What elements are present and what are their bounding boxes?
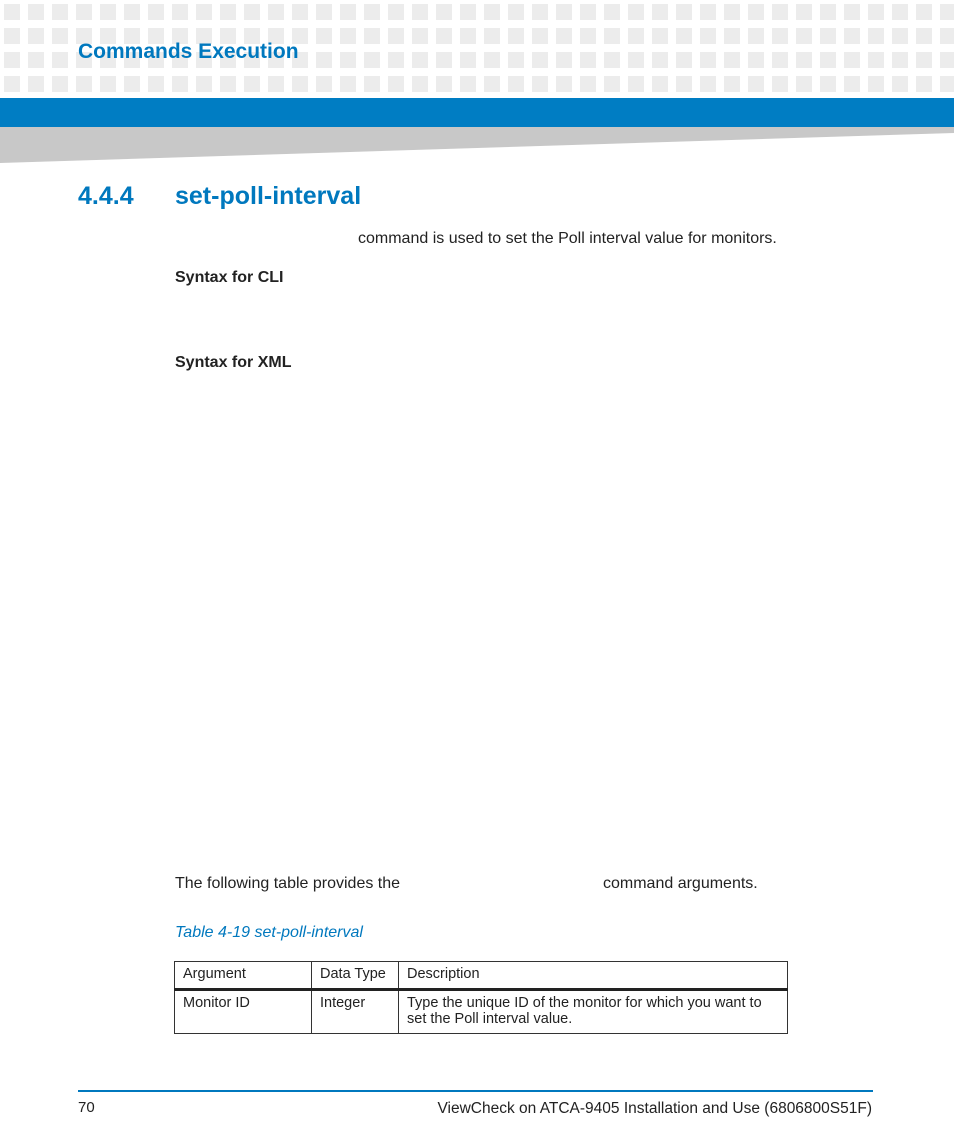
header-grey-wedge [0, 127, 954, 163]
header-tile [76, 76, 92, 92]
header-tile [604, 52, 620, 68]
header-tile [436, 28, 452, 44]
header-tile [604, 28, 620, 44]
header-tile [892, 52, 908, 68]
header-tile [28, 52, 44, 68]
header-tile [220, 4, 236, 20]
header-tile [52, 76, 68, 92]
header-tile [652, 4, 668, 20]
section-title: Commands Execution [78, 40, 299, 63]
syntax-cli-label: Syntax for CLI [175, 269, 284, 286]
header-tile [316, 28, 332, 44]
header-tile [124, 4, 140, 20]
table-cell-argument: Monitor ID [175, 990, 312, 1034]
header-tile [556, 52, 572, 68]
header-tile [700, 28, 716, 44]
header-tile [364, 28, 380, 44]
header-tile [820, 4, 836, 20]
header-tile [628, 28, 644, 44]
header-tile [676, 28, 692, 44]
header-tile [100, 76, 116, 92]
header-tile [700, 76, 716, 92]
header-tile [892, 28, 908, 44]
header-tile [556, 28, 572, 44]
header-tile [580, 28, 596, 44]
header-tile [844, 28, 860, 44]
header-tile [940, 4, 954, 20]
header-tile [724, 4, 740, 20]
header-tile [724, 52, 740, 68]
header-tile [196, 4, 212, 20]
header-tile [604, 4, 620, 20]
header-tile [412, 4, 428, 20]
header-tile [916, 52, 932, 68]
header-tile [532, 76, 548, 92]
header-tile [4, 52, 20, 68]
table-intro-after: command arguments. [603, 875, 758, 892]
header-tile [412, 28, 428, 44]
header-tile [748, 4, 764, 20]
header-tile [916, 76, 932, 92]
header-tile [28, 76, 44, 92]
header-tile [820, 28, 836, 44]
table-header-argument: Argument [175, 962, 312, 990]
header-tile [868, 52, 884, 68]
syntax-xml-label: Syntax for XML [175, 354, 292, 371]
header-tile [772, 28, 788, 44]
header-tile [844, 76, 860, 92]
header-tile [748, 76, 764, 92]
header-tile [172, 76, 188, 92]
header-tile [676, 4, 692, 20]
header-tile [148, 4, 164, 20]
table-intro-before: The following table provides the [175, 875, 401, 892]
header-tile [796, 28, 812, 44]
header-tile [76, 4, 92, 20]
header-tile [580, 52, 596, 68]
header-tile [724, 76, 740, 92]
header-tile [892, 76, 908, 92]
header-tile [628, 76, 644, 92]
header-tile [460, 52, 476, 68]
header-tile [268, 76, 284, 92]
header-tile [796, 4, 812, 20]
table-cell-data-type: Integer [312, 990, 399, 1034]
header-tile [508, 52, 524, 68]
header-tile [796, 76, 812, 92]
header-tile [940, 28, 954, 44]
header-tile [436, 52, 452, 68]
header-tile [868, 28, 884, 44]
header-tile [28, 4, 44, 20]
footer-rule [78, 1090, 873, 1092]
header-tile [28, 28, 44, 44]
header-tile [700, 52, 716, 68]
header-tile [268, 4, 284, 20]
header-tile [388, 76, 404, 92]
header-tile [4, 28, 20, 44]
header-tile [580, 4, 596, 20]
header-tile [484, 4, 500, 20]
header-tile [916, 4, 932, 20]
header-tile [412, 76, 428, 92]
header-tile [244, 4, 260, 20]
header-tile [484, 52, 500, 68]
header-tile [580, 76, 596, 92]
header-tile [796, 52, 812, 68]
header-tile [532, 52, 548, 68]
header-tile [244, 76, 260, 92]
header-tile [772, 76, 788, 92]
header-tile [628, 4, 644, 20]
table-caption: Table 4-19 set-poll-interval [175, 924, 363, 941]
page-number: 70 [78, 1099, 95, 1116]
header-tile [340, 52, 356, 68]
header-tile [388, 52, 404, 68]
header-tile [724, 28, 740, 44]
header-tile [508, 4, 524, 20]
header-tile [316, 4, 332, 20]
header-tile [340, 4, 356, 20]
header-tile [940, 52, 954, 68]
header-tile [916, 28, 932, 44]
header-tile [604, 76, 620, 92]
header-tile [892, 4, 908, 20]
header-tile [676, 52, 692, 68]
header-tile [52, 4, 68, 20]
header-tile [844, 52, 860, 68]
header-tile [436, 4, 452, 20]
table-row [175, 990, 788, 1034]
section-number: 4.4.4 [78, 182, 134, 210]
header-tile [412, 52, 428, 68]
header-tile [700, 4, 716, 20]
header-tile [460, 76, 476, 92]
header-tile [364, 4, 380, 20]
header-tile [460, 4, 476, 20]
header-tile [868, 76, 884, 92]
header-tile [772, 52, 788, 68]
header-tile [4, 76, 20, 92]
intro-text: command is used to set the Poll interval value for monitors. [358, 230, 777, 247]
header-tile [124, 76, 140, 92]
header-tile [388, 28, 404, 44]
section-heading-title: set-poll-interval [175, 182, 362, 210]
table-cell-description: Type the unique ID of the monitor for which you want to set the Poll interval value. [399, 990, 788, 1034]
table-header-row [175, 962, 788, 990]
header-tile [148, 76, 164, 92]
header-tile [4, 4, 20, 20]
header-tile [820, 76, 836, 92]
header-tile [292, 4, 308, 20]
table-header-data-type: Data Type [312, 962, 399, 990]
header-tile [484, 28, 500, 44]
header-tile [532, 4, 548, 20]
header-tile [940, 76, 954, 92]
header-tile [772, 4, 788, 20]
header-tile [676, 76, 692, 92]
header-tile [532, 28, 548, 44]
header-tile [100, 4, 116, 20]
header-tile [748, 28, 764, 44]
header-tile [556, 76, 572, 92]
header-tile [508, 28, 524, 44]
header-tile [748, 52, 764, 68]
arguments-table [174, 961, 788, 1034]
header-tile [52, 28, 68, 44]
header-tile [844, 4, 860, 20]
header-tile [556, 4, 572, 20]
header-tile [292, 76, 308, 92]
header-tile [340, 76, 356, 92]
header-tile [316, 76, 332, 92]
header-tile [196, 76, 212, 92]
header-tile [316, 52, 332, 68]
header-tile [220, 76, 236, 92]
header-tile [52, 52, 68, 68]
header-tile [628, 52, 644, 68]
table-header-description: Description [399, 962, 788, 990]
header-tile [460, 28, 476, 44]
document-title: ViewCheck on ATCA-9405 Installation and Use (6806800S51F) [437, 1100, 872, 1117]
header-tile [340, 28, 356, 44]
header-tile [868, 4, 884, 20]
header-blue-bar [0, 98, 954, 127]
header-tile [436, 76, 452, 92]
header-tile [364, 76, 380, 92]
section-heading [78, 182, 361, 211]
header-tile [652, 28, 668, 44]
header-tile [364, 52, 380, 68]
header-tile [508, 76, 524, 92]
header-tile [652, 52, 668, 68]
header-tile [652, 76, 668, 92]
header-tile [820, 52, 836, 68]
header-tile [484, 76, 500, 92]
header-tile [388, 4, 404, 20]
header-tile [172, 4, 188, 20]
